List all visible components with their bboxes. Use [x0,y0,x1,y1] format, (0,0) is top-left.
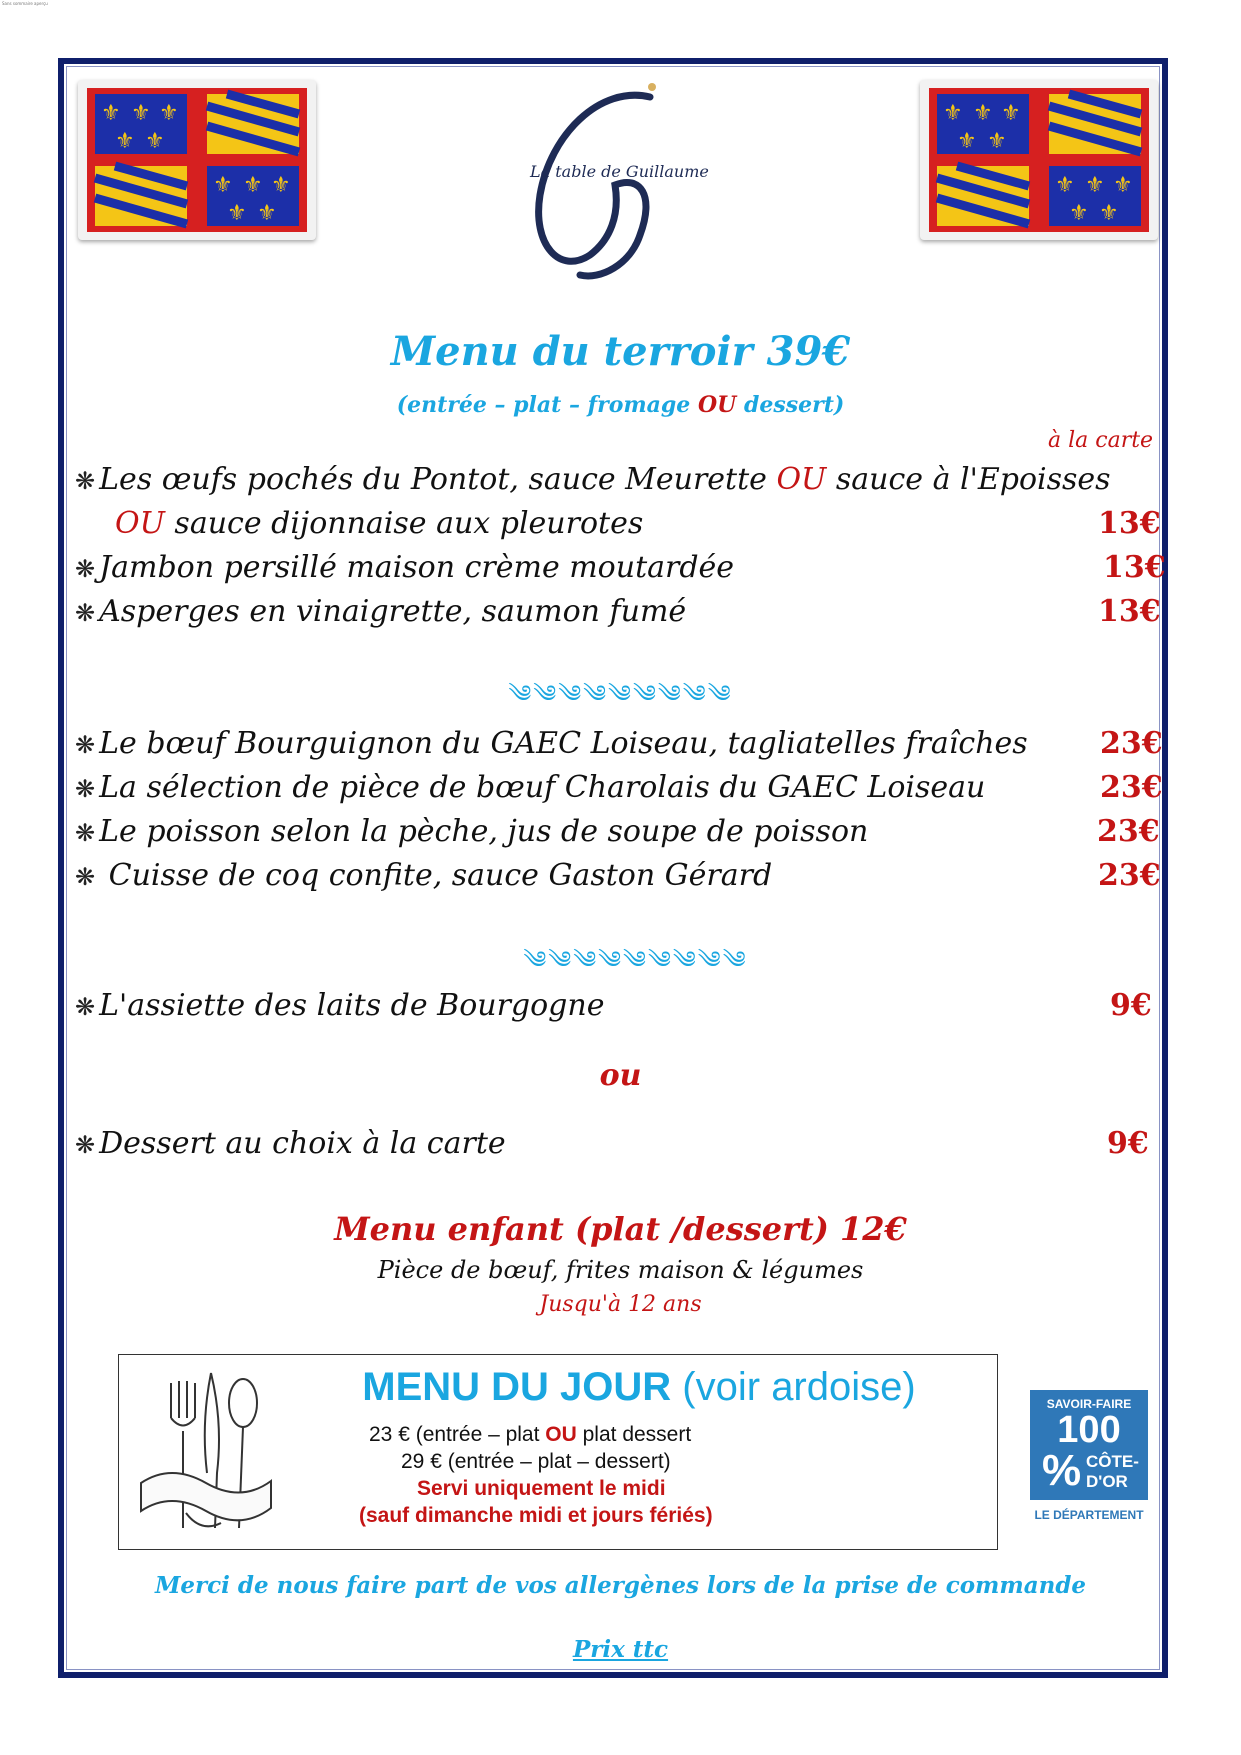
menu-enfant-desc: Pièce de bœuf, frites maison & légumes [377,1256,864,1284]
burgundy-flag-left [78,80,316,240]
svg-text:⚜: ⚜ [943,101,963,126]
svg-text:⚜: ⚜ [131,101,151,126]
svg-text:⚜: ⚜ [257,201,277,226]
logo-g-icon [480,75,730,285]
svg-text:⚜: ⚜ [1001,101,1021,126]
snowflake-bullet-icon: ❋ [75,775,96,803]
menu-enfant-age: Jusqu'à 12 ans [539,1292,702,1317]
entree-item: ❋ Asperges en vinaigrette, saumon fumé [75,594,687,629]
snowflake-bullet-icon: ❋ [75,731,96,759]
menu-du-jour-line4: (sauf dimanche midi et jours fériés) [359,1504,713,1527]
entree-price: 13€ [1098,594,1161,629]
svg-text:⚜: ⚜ [101,101,121,126]
snowflake-bullet-icon: ❋ [75,863,96,891]
svg-text:⚜: ⚜ [243,173,263,198]
plat-price: 23€ [1097,814,1160,849]
svg-text:⚜: ⚜ [145,129,165,154]
entree-item-continued: OU sauce dijonnaise aux pleurotes [115,506,644,541]
snowflake-bullet-icon: ❋ [75,1131,96,1159]
svg-text:⚜: ⚜ [1099,201,1119,226]
prix-ttc-note: Prix ttc [572,1636,669,1663]
burgundy-flag-right [920,80,1158,240]
svg-text:⚜: ⚜ [271,173,291,198]
svg-text:⚜: ⚜ [957,129,977,154]
svg-text:⚜: ⚜ [159,101,179,126]
entree-item: ❋ Jambon persillé maison crème moutardée [75,550,735,585]
menu-title: Menu du terroir 39€ [390,328,851,375]
menu-du-jour-line2: 29 € (entrée – plat – dessert) [401,1450,671,1473]
ou-separator: ou [599,1058,642,1093]
snowflake-bullet-icon: ❋ [75,599,96,627]
burgundy-flag-icon [86,88,308,232]
allergy-note: Merci de nous faire part de vos allergènes lors de la prise de commande [154,1572,1087,1599]
dessert-item: ❋ Dessert au choix à la carte [75,1126,506,1161]
dessert-price: 9€ [1107,1126,1149,1161]
plat-item: ❋ Le bœuf Bourguignon du GAEC Loiseau, tagliatelles fraîches [75,726,1028,761]
svg-text:⚜: ⚜ [1085,173,1105,198]
menu-subtitle: (entrée – plat – fromage OU dessert) [396,392,845,418]
svg-text:⚜: ⚜ [1055,173,1075,198]
badge-square: SAVOIR-FAIRE 100 % CÔTE- D'OR [1030,1390,1148,1500]
header-note: Sans sommaire aperçu [2,1,48,6]
a-la-carte-label: à la carte [1048,428,1154,453]
menu-du-jour-heading: MENU DU JOUR (voir ardoise) [362,1365,916,1409]
plat-price: 23€ [1100,726,1163,761]
section-separator: ༄༄༄༄༄༄༄༄༄ [508,680,733,708]
svg-text:⚜: ⚜ [227,201,247,226]
cote-dor-badge: SAVOIR-FAIRE 100 % CÔTE- D'OR LE DÉPARTEMENT [1030,1390,1148,1530]
menu-du-jour-line1: 23 € (entrée – plat OU plat dessert [369,1423,692,1446]
menu-du-jour-box [118,1354,998,1550]
plat-item: ❋ Le poisson selon la pèche, jus de soupe de poisson [75,814,869,849]
entree-item: ❋ Les œufs pochés du Pontot, sauce Meurette OU sauce à l'Epoisses [75,462,1111,497]
fromage-item: ❋ L'assiette des laits de Bourgogne [75,988,605,1023]
svg-text:⚜: ⚜ [1113,173,1133,198]
snowflake-bullet-icon: ❋ [75,555,96,583]
plat-price: 23€ [1098,858,1161,893]
svg-text:⚜: ⚜ [987,129,1007,154]
section-separator: ༄༄༄༄༄༄༄༄༄ [523,946,748,974]
svg-text:⚜: ⚜ [115,129,135,154]
restaurant-logo [480,75,730,285]
snowflake-bullet-icon: ❋ [75,467,96,495]
cutlery-icon [131,1363,281,1543]
subtitle-ou: OU [697,392,737,418]
entree-price: 13€ [1098,506,1161,541]
svg-text:⚜: ⚜ [1069,201,1089,226]
plat-price: 23€ [1100,770,1163,805]
plat-item: ❋ La sélection de pièce de bœuf Charolais du GAEC Loiseau [75,770,986,805]
burgundy-flag-icon [928,88,1150,232]
svg-text:⚜: ⚜ [213,173,233,198]
snowflake-bullet-icon: ❋ [75,819,96,847]
svg-text:⚜: ⚜ [973,101,993,126]
entree-price: 13€ [1103,550,1166,585]
plat-item: ❋ Cuisse de coq confite, sauce Gaston Gérard [75,858,773,893]
menu-enfant-title: Menu enfant (plat /dessert) 12€ [334,1210,907,1248]
menu-du-jour-line3: Servi uniquement le midi [417,1477,666,1500]
logo-text: La table de Guillaume [530,162,709,181]
fromage-price: 9€ [1110,988,1152,1023]
snowflake-bullet-icon: ❋ [75,993,96,1021]
